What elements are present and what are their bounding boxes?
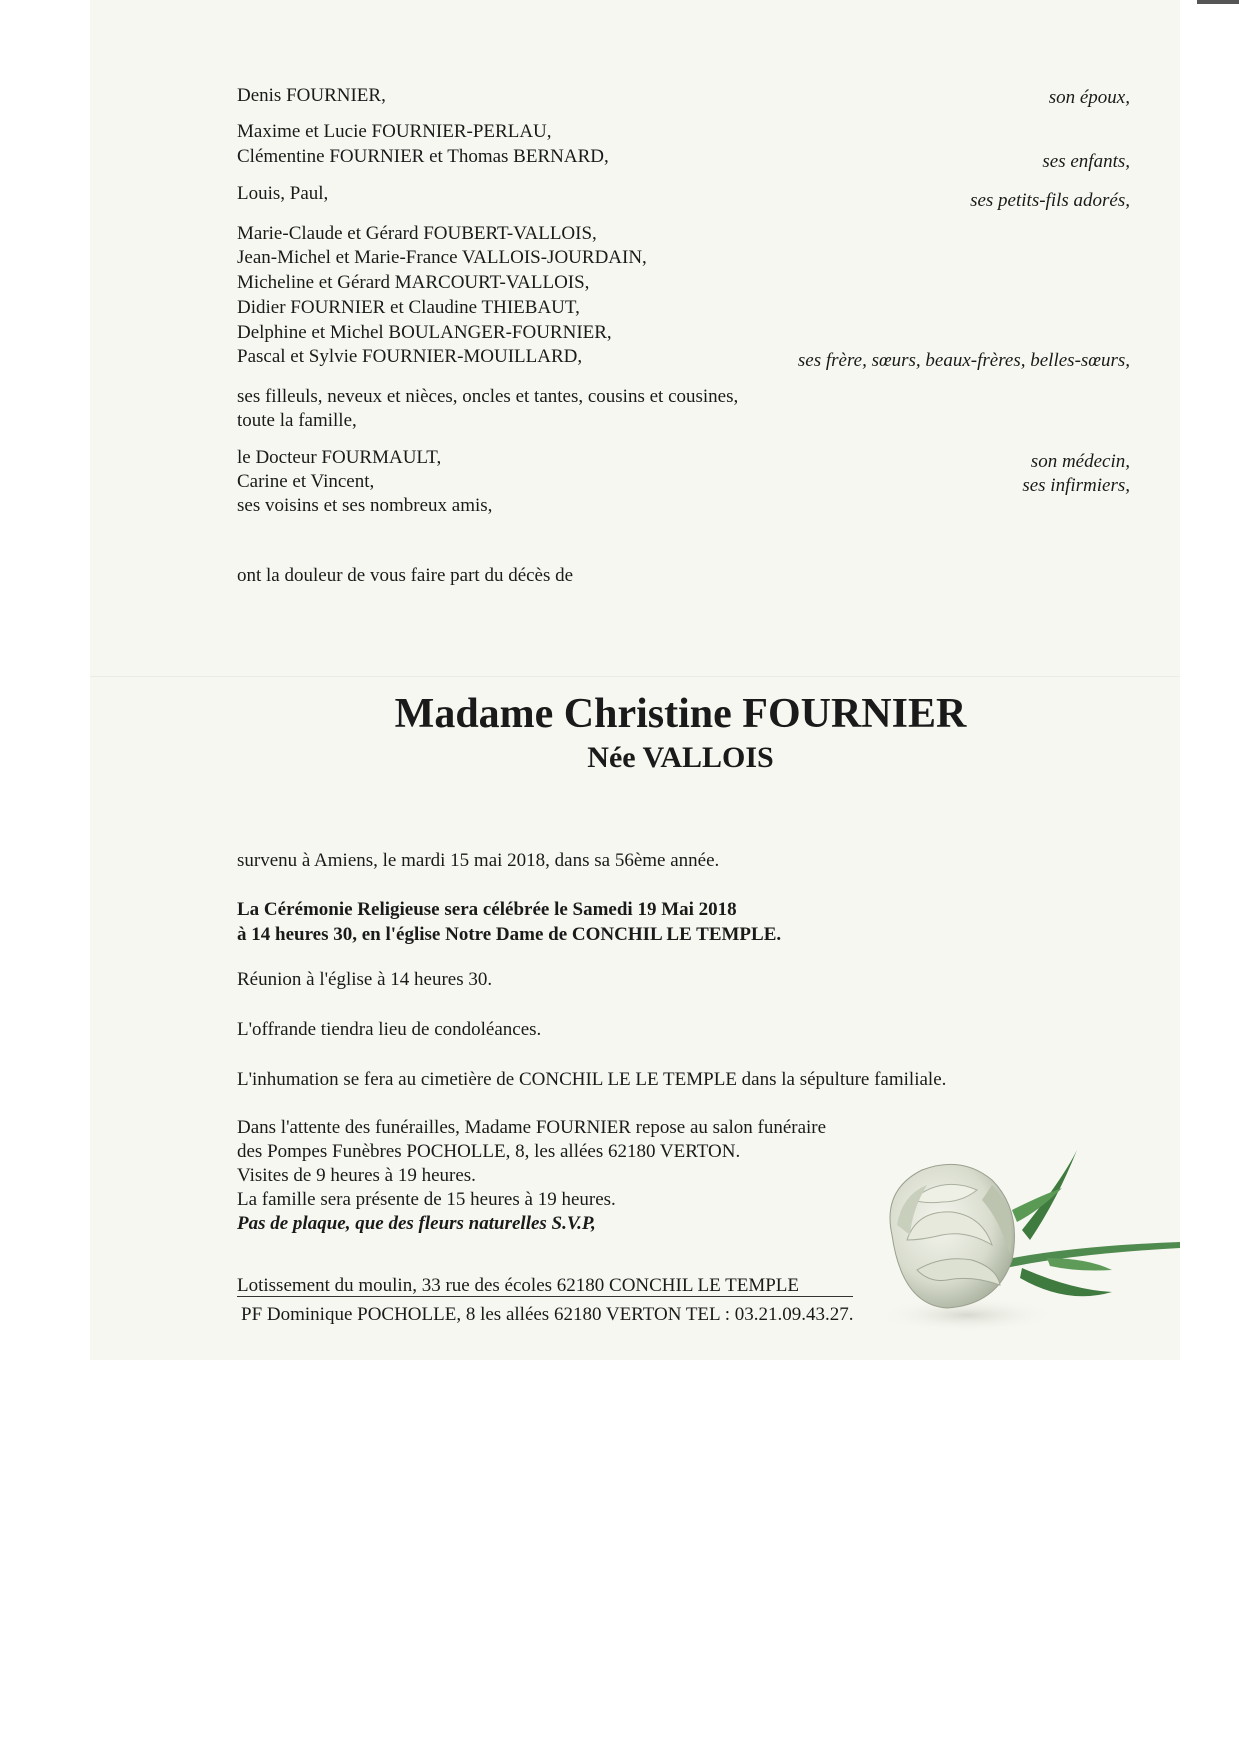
deceased-birth-name: Née VALLOIS [587,741,774,774]
family-line-spouse: Denis FOURNIER, [237,85,386,106]
family-line-extended: ses filleuls, neveux et nièces, oncles et tantes, cousins et cousines, [237,386,739,407]
footer-underline [237,1296,853,1297]
family-line-nurses: Carine et Vincent, [237,471,375,492]
family-line-sibling-1: Marie-Claude et Gérard FOUBERT-VALLOIS, [237,223,597,244]
ceremony-line-2: à 14 heures 30, en l'église Notre Dame de CONCHIL LE TEMPLE. [237,924,782,945]
deceased-name: Madame Christine FOURNIER [394,691,967,737]
family-line-sibling-3: Micheline et Gérard MARCOURT-VALLOIS, [237,272,590,293]
family-presence-info: La famille sera présente de 15 heures à 19 heures. [237,1189,616,1210]
visits-info: Visites de 9 heures à 19 heures. [237,1165,476,1186]
offering-info: L'offrande tiendra lieu de condoléances. [237,1019,542,1040]
relation-children: ses enfants, [1042,151,1130,172]
no-plaque-note: Pas de plaque, que des fleurs naturelles S.V.P, [237,1213,596,1234]
relation-doctor: son médecin, [1030,451,1130,472]
fold-line [90,676,1180,677]
family-line-sibling-4: Didier FOURNIER et Claudine THIEBAUT, [237,297,580,318]
meeting-info: Réunion à l'église à 14 heures 30. [237,969,493,990]
family-line-child-2: Clémentine FOURNIER et Thomas BERNARD, [237,146,609,167]
burial-info: L'inhumation se fera au cimetière de CONCHIL LE LE TEMPLE dans la sépulture familiale. [237,1069,947,1090]
family-line-sibling-5: Delphine et Michel BOULANGER-FOURNIER, [237,322,612,343]
family-line-friends: ses voisins et ses nombreux amis, [237,495,493,516]
death-details: survenu à Amiens, le mardi 15 mai 2018, dans sa 56ème année. [237,850,720,871]
relation-spouse: son époux, [1048,87,1130,108]
rest-line-2: des Pompes Funèbres POCHOLLE, 8, les allées 62180 VERTON. [237,1141,741,1162]
scan-edge-mark [1197,0,1239,4]
family-line-sibling-6: Pascal et Sylvie FOURNIER-MOUILLARD, [237,346,583,367]
relation-siblings: ses frère, sœurs, beaux-frères, belles-sœurs, [797,350,1130,371]
family-line-sibling-2: Jean-Michel et Marie-France VALLOIS-JOURDAIN, [237,247,647,268]
white-rose-icon [872,1140,1182,1345]
family-line-doctor: le Docteur FOURMAULT, [237,447,442,468]
family-line-whole-family: toute la famille, [237,410,357,431]
family-line-child-1: Maxime et Lucie FOURNIER-PERLAU, [237,121,552,142]
footer-funeral-home: PF Dominique POCHOLLE, 8 les allées 62180 VERTON TEL : 03.21.09.43.27. [241,1304,854,1325]
footer-address: Lotissement du moulin, 33 rue des écoles 62180 CONCHIL LE TEMPLE [237,1275,800,1296]
relation-grandchildren: ses petits-fils adorés, [970,190,1130,211]
rest-line-1: Dans l'attente des funérailles, Madame FOURNIER repose au salon funéraire [237,1117,827,1138]
family-line-grandchildren: Louis, Paul, [237,183,329,204]
announcement-text: ont la douleur de vous faire part du décès de [237,565,574,586]
relation-nurses: ses infirmiers, [1022,475,1130,496]
ceremony-line-1: La Cérémonie Religieuse sera célébrée le Samedi 19 Mai 2018 [237,899,737,920]
